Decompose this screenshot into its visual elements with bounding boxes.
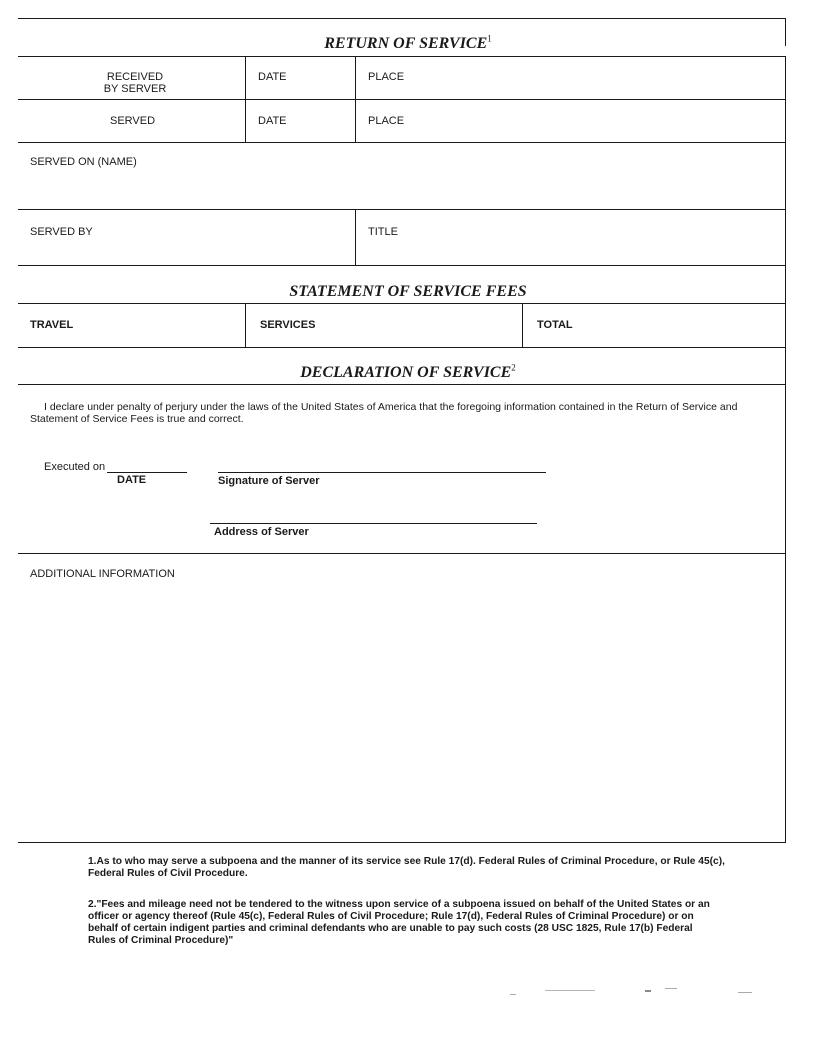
- top-rule: [18, 18, 786, 19]
- title-label: TITLE: [368, 226, 398, 238]
- return-of-service-title: [250, 35, 566, 53]
- bottom-rule: [18, 842, 786, 843]
- declaration-title-text: DECLARATION OF SERVICE: [300, 364, 512, 381]
- scan-speck: [665, 988, 677, 989]
- total-label: TOTAL: [537, 319, 573, 331]
- section-rule-4: [18, 553, 786, 554]
- server-address-line[interactable]: [210, 523, 537, 524]
- scan-speck: [645, 990, 651, 992]
- row-rule-4: [18, 265, 786, 266]
- received-by-server-label: [60, 71, 210, 95]
- received-date-label: DATE: [258, 71, 287, 83]
- row-rule-1: [18, 99, 786, 100]
- executed-on-label: Executed on: [44, 461, 106, 473]
- fees-divider-2: [522, 303, 523, 347]
- declaration-title: [250, 364, 566, 382]
- col-divider-servedby: [355, 209, 356, 265]
- scan-speck: [545, 990, 595, 991]
- footnote-1: 1.As to who may serve a subpoena and the manner of its service see Rule 17(d). Federal Rules of Criminal Procedure, or Rule 45(c), Federal Rules of Civil Procedure.: [88, 856, 725, 879]
- served-date-label: DATE: [258, 115, 287, 127]
- row-rule-3: [18, 209, 786, 210]
- served-on-name-label: SERVED ON (NAME): [30, 156, 137, 168]
- served-by-label: SERVED BY: [30, 226, 93, 238]
- return-of-service-title-text: RETURN OF SERVICE: [324, 35, 488, 52]
- additional-information-label: ADDITIONAL INFORMATION: [30, 568, 175, 580]
- served-label: SERVED: [110, 115, 156, 127]
- services-label: SERVICES: [260, 319, 316, 331]
- fees-divider-1: [245, 303, 246, 347]
- section-rule-3: [18, 384, 786, 385]
- date-signature-line[interactable]: [107, 472, 187, 473]
- section-rule-1: [18, 56, 786, 57]
- row-rule-5: [18, 347, 786, 348]
- served-place-label: PLACE: [368, 115, 405, 127]
- server-signature-line[interactable]: [218, 472, 546, 473]
- received-place-label: PLACE: [368, 71, 405, 83]
- service-fees-title: STATEMENT OF SERVICE FEES: [289, 283, 527, 300]
- row-rule-2: [18, 142, 786, 143]
- declaration-statement: I declare under penalty of perjury under the laws of the United States of America that the foregoing information contained in the Return of Service and Statement of Service Fees is true and correct.: [30, 401, 738, 425]
- scan-speck: [510, 994, 516, 995]
- scan-speck: [738, 992, 752, 993]
- signature-of-server-label: Signature of Server: [218, 475, 320, 487]
- by-server-line: BY SERVER: [103, 83, 167, 95]
- address-of-server-label: Address of Server: [214, 526, 309, 538]
- right-border-top: [785, 18, 786, 46]
- section-rule-2: [18, 303, 786, 304]
- received-line: RECEIVED: [106, 71, 164, 83]
- footnote-2: 2."Fees and mileage need not be tendered to the witness upon service of a subpoena issued on behalf of the United States or an officer or agency thereof (Rule 45(c), Federal Rules of Civil Procedure; Rule 17(d), Federal Rules of Criminal Procedure) or on behalf of certain indigent parties and criminal defendants who are unable to pay such costs (28 USC 1825, Rule 17(b) Federal Rules of Criminal Procedure)": [88, 899, 710, 946]
- travel-label: TRAVEL: [30, 319, 74, 331]
- footnote-ref-2: 2: [511, 362, 516, 373]
- footnote-ref-1: 1: [487, 33, 492, 44]
- right-border: [785, 56, 786, 842]
- date-label: DATE: [117, 474, 147, 486]
